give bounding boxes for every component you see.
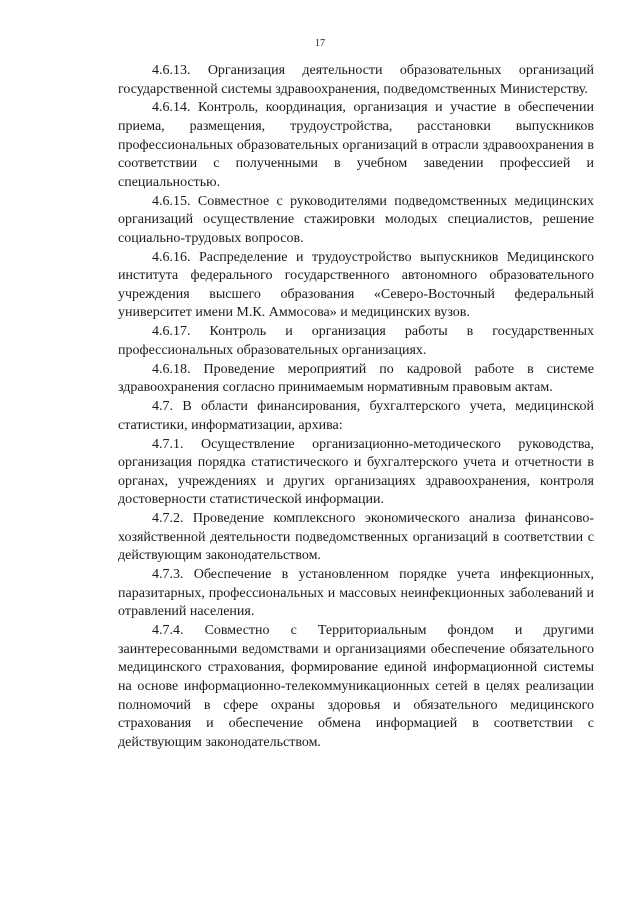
- paragraph-4-6-15: 4.6.15. Совместное с руководителями подведомственных медицинских организаций осуществление стажировки молодых специалистов, решение социально-трудовых вопросов.: [118, 193, 594, 246]
- paragraph-4-7: 4.7. В области финансирования, бухгалтерского учета, медицинской статистики, информатизации, архива:: [118, 399, 594, 433]
- paragraph-4-6-13: 4.6.13. Организация деятельности образовательных организаций государственной системы здравоохранения, подведомственных Министерству.: [118, 63, 594, 97]
- paragraph-4-6-18: 4.6.18. Проведение мероприятий по кадровой работе в системе здравоохранения согласно принимаемым нормативным правовым актам.: [118, 361, 594, 396]
- page-number: 17: [315, 38, 325, 49]
- document-body: [118, 62, 594, 752]
- paragraph-4-7-4: 4.7.4. Совместно с Территориальным фондом и другими заинтересованными ведомствами и организациями обеспечение обязательного медицинского страхования, формирование единой информационной системы на основе информационно-телекоммуникационных сетей в целях реализации полномочий в сфере охраны здоровья и обязательного медицинского страхования и обеспечение обмена информацией в соответствии с действующим законодательством.: [118, 623, 594, 750]
- paragraph-4-7-2: 4.7.2. Проведение комплексного экономического анализа финансово-хозяйственной деятельности подведомственных организаций в соответствии с действующим законодательством.: [118, 511, 594, 564]
- paragraph-4-6-17: 4.6.17. Контроль и организация работы в государственных профессиональных образовательных организациях.: [118, 324, 594, 358]
- paragraph-4-7-1: 4.7.1. Осуществление организационно-методического руководства, организация порядка статистического и бухгалтерского учета и отчетности в органах, учреждениях и других организациях здравоохранения, контроля достоверности статистической информации.: [118, 436, 594, 508]
- paragraph-4-6-14: 4.6.14. Контроль, координация, организация и участие в обеспечении приема, размещения, трудоустройства, расстановки выпускников профессиональных образовательных организаций в отрасли здравоохранения в соответствии с полученными в учебном заведении профессией и специальностью.: [118, 100, 594, 190]
- paragraph-4-6-16: 4.6.16. Распределение и трудоустройство выпускников Медицинского института федерального государственного автономного образовательного учреждения высшего образования «Северо-Восточный федеральный университет имени М.К. Аммосова» и медицинских вузов.: [118, 249, 594, 321]
- paragraph-4-7-3: 4.7.3. Обеспечение в установленном порядке учета инфекционных, паразитарных, профессиональных и массовых неинфекционных заболеваний и отравлений населения.: [118, 567, 594, 620]
